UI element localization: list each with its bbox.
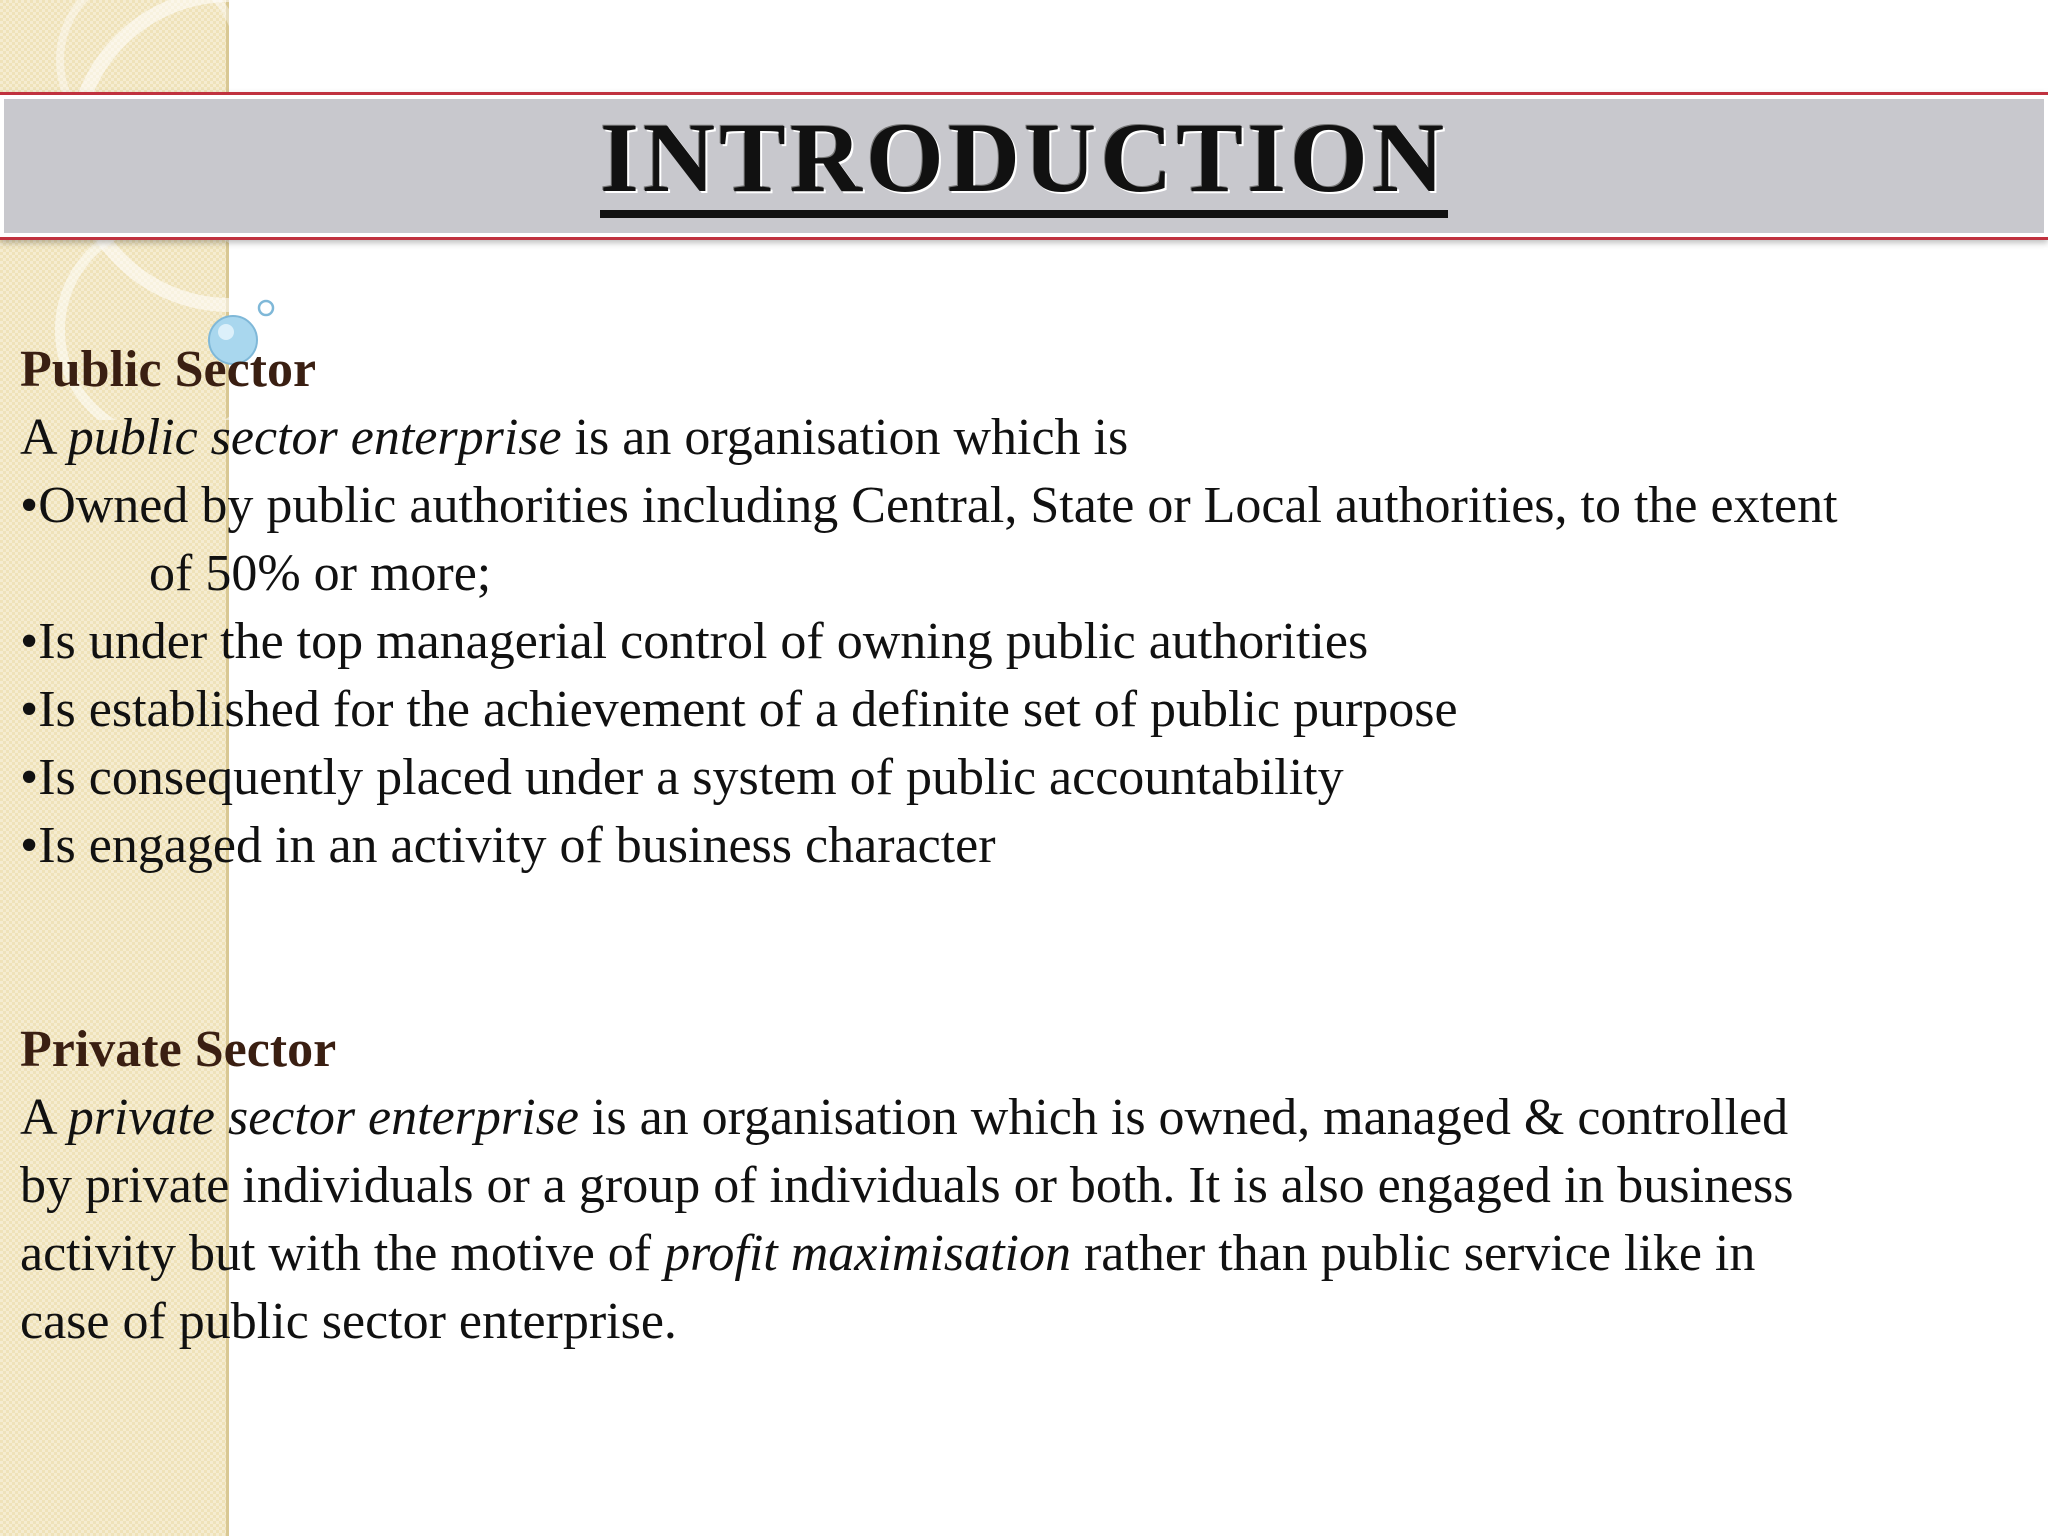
private-sector-line: activity but with the motive of profit maximisation rather than public service like in [20,1225,1756,1282]
private-sector-line: case of public sector enterprise. [20,1293,677,1350]
private-sector-line: by private individuals or a group of individuals or both. It is also engaged in business [20,1157,1794,1214]
public-sector-intro: A public sector enterprise is an organisation which is [20,409,1129,466]
public-sector-bullet: •Is under the top managerial control of owning public authorities [20,613,1369,670]
section-spacer [20,880,2030,1016]
public-sector-heading: Public Sector [20,341,317,398]
private-sector-line: A private sector enterprise is an organisation which is owned, managed & controlled [20,1089,1789,1146]
slide-title: INTRODUCTION [0,108,2048,218]
public-sector-bullet: •Is established for the achievement of a definite set of public purpose [20,681,1458,738]
public-sector-bullet-continuation: of 50% or more; [149,545,492,602]
slide-body [20,336,2030,1356]
private-sector-heading: Private Sector [20,1021,337,1078]
public-sector-bullet: •Is engaged in an activity of business character [20,817,996,874]
public-sector-bullet: •Owned by public authorities including Central, State or Local authorities, to the extent [20,477,1838,534]
public-sector-bullet: •Is consequently placed under a system of public accountability [20,749,1344,806]
